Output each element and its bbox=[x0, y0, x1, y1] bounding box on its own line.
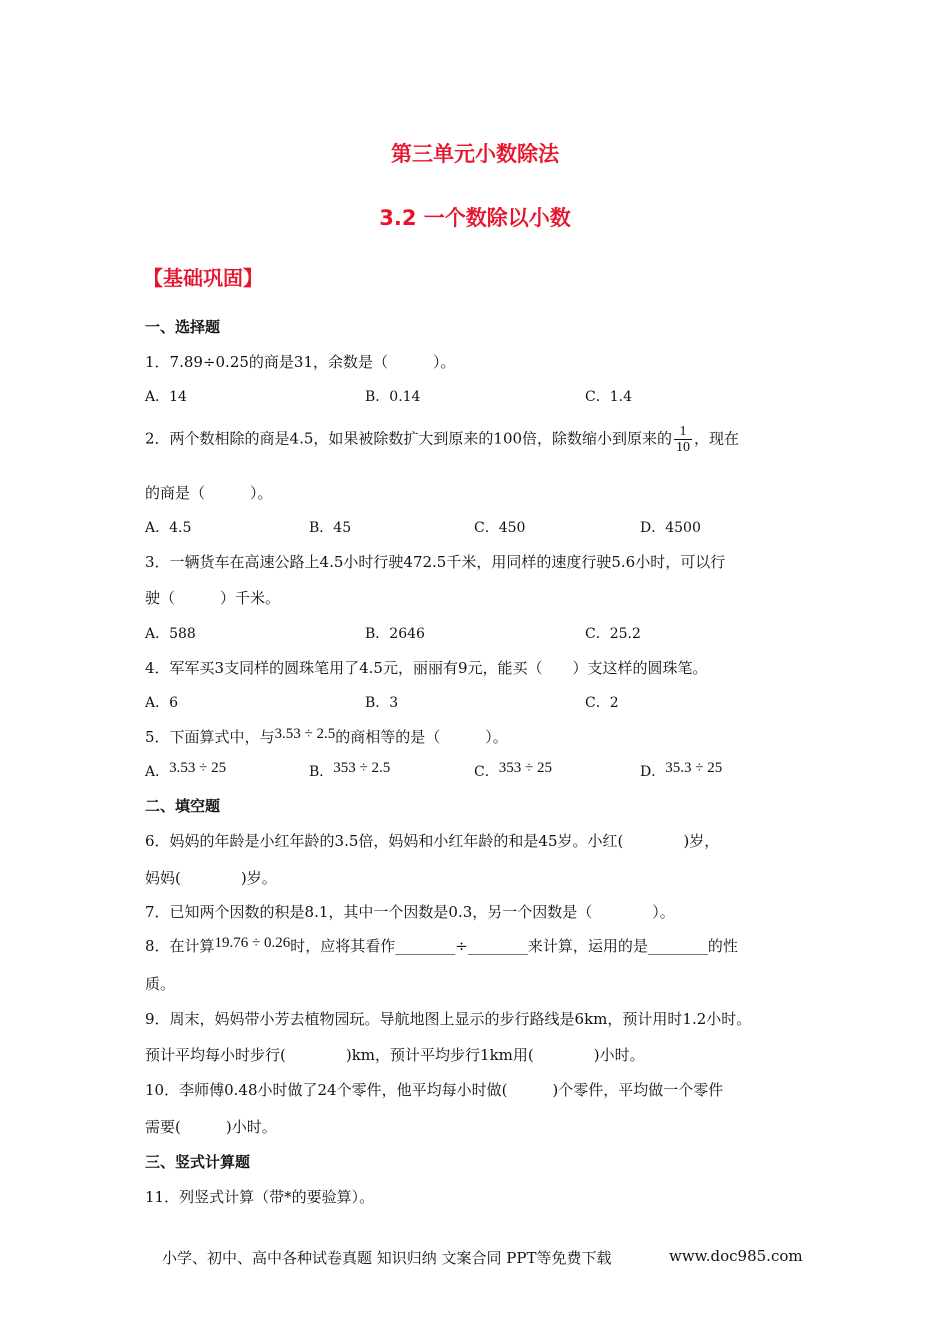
q4-option-c: C．2 bbox=[585, 695, 619, 711]
q8-expression: 19.76 ÷ 0.26 bbox=[214, 935, 291, 951]
q2-option-b: B．45 bbox=[309, 520, 352, 536]
q3-line1: 3．一辆货车在高速公路上4.5小时行驶472.5千米，用同样的速度行驶5.6小时，可以行 bbox=[145, 553, 726, 571]
q2-option-c: C．450 bbox=[474, 520, 526, 536]
q5-b-label: B． bbox=[309, 764, 334, 780]
q3-option-c: C．25.2 bbox=[585, 626, 641, 642]
q2-option-d: D．4500 bbox=[640, 520, 701, 536]
unit-title: 第三单元小数除法 bbox=[391, 142, 559, 166]
q2-text-before: 2．两个数相除的商是4.5，如果被除数扩大到原来的100倍，除数缩小到原来的 bbox=[145, 429, 673, 448]
q5-option-b bbox=[309, 760, 390, 781]
q5-c-label: C． bbox=[474, 764, 499, 780]
part2-heading: 二、填空题 bbox=[145, 797, 221, 815]
q1-text: 1．7.89÷0.25的商是31，余数是（ ）。 bbox=[145, 353, 456, 371]
q8-prefix: 8．在计算 bbox=[145, 937, 215, 955]
q2-line1 bbox=[145, 424, 739, 455]
q5-suffix: 的商相等的是（ ）。 bbox=[335, 728, 508, 746]
q5-b-expression: 353 ÷ 2.5 bbox=[333, 760, 391, 776]
q4-option-b: B．3 bbox=[365, 695, 399, 711]
footer-url[interactable]: www.doc985.com bbox=[669, 1247, 803, 1265]
q5-text bbox=[145, 726, 508, 747]
section-label: 【基础巩固】 bbox=[143, 266, 263, 290]
q5-a-expression: 3.53 ÷ 25 bbox=[169, 760, 227, 776]
part3-heading: 三、竖式计算题 bbox=[145, 1153, 251, 1171]
q2-text-after: ，现在 bbox=[694, 429, 740, 448]
q4-option-a: A．6 bbox=[145, 695, 179, 711]
q1-option-b: B．0.14 bbox=[365, 389, 421, 405]
q3-option-b: B．2646 bbox=[365, 626, 425, 642]
q1-option-a: A．14 bbox=[145, 389, 187, 405]
q2-frac-den: 10 bbox=[676, 440, 691, 455]
q10-line2: 需要( )小时。 bbox=[145, 1118, 277, 1136]
q2-fraction bbox=[674, 424, 692, 455]
q3-option-a: A．588 bbox=[145, 626, 196, 642]
q3-line2: 驶（ ）千米。 bbox=[145, 589, 281, 607]
lesson-title: 3.2 一个数除以小数 bbox=[379, 206, 571, 230]
q4-text: 4．军军买3支同样的圆珠笔用了4.5元，丽丽有9元，能买（ ）支这样的圆珠笔。 bbox=[145, 659, 708, 677]
q6-line1: 6．妈妈的年龄是小红年龄的3.5倍，妈妈和小红年龄的和是45岁。小红( )岁， bbox=[145, 832, 720, 850]
q9-line1: 9．周末，妈妈带小芳去植物园玩。导航地图上显示的步行路线是6km，预计用时1.2小时。 bbox=[145, 1010, 752, 1028]
q2-frac-num: 1 bbox=[674, 424, 692, 440]
q1-option-c: C．1.4 bbox=[585, 389, 632, 405]
q5-prefix: 5．下面算式中，与 bbox=[145, 728, 275, 746]
q8-line2: 质。 bbox=[145, 975, 176, 993]
q5-expression: 3.53 ÷ 2.5 bbox=[274, 726, 336, 742]
q2-option-a: A．4.5 bbox=[145, 520, 192, 536]
part1-heading: 一、选择题 bbox=[145, 318, 221, 336]
q5-option-c bbox=[474, 760, 552, 781]
q10-line1: 10．李师傅0.48小时做了24个零件，他平均每小时做( )个零件，平均做一个零件 bbox=[145, 1081, 724, 1099]
q11-text: 11．列竖式计算（带*的要验算）。 bbox=[145, 1188, 375, 1206]
q2-line2: 的商是（ ）。 bbox=[145, 484, 273, 502]
footer-text: 小学、初中、高中各种试卷真题 知识归纳 文案合同 PPT等免费下载 bbox=[162, 1249, 612, 1267]
q5-option-d bbox=[640, 760, 722, 781]
q6-line2: 妈妈( )岁。 bbox=[145, 869, 277, 887]
q5-option-a bbox=[145, 760, 226, 781]
q5-d-expression: 35.3 ÷ 25 bbox=[665, 760, 723, 776]
q7-text: 7．已知两个因数的积是8.1，其中一个因数是0.3，另一个因数是（ ）。 bbox=[145, 903, 675, 921]
q9-line2: 预计平均每小时步行( )km，预计平均步行1km用( )小时。 bbox=[145, 1046, 645, 1064]
q5-a-label: A． bbox=[145, 764, 170, 780]
q8-suffix: 时，应将其看作________÷________来计算，运用的是________的性 bbox=[290, 937, 738, 955]
q5-c-expression: 353 ÷ 25 bbox=[498, 760, 552, 776]
q8-line1 bbox=[145, 935, 738, 956]
q5-d-label: D． bbox=[640, 764, 666, 780]
